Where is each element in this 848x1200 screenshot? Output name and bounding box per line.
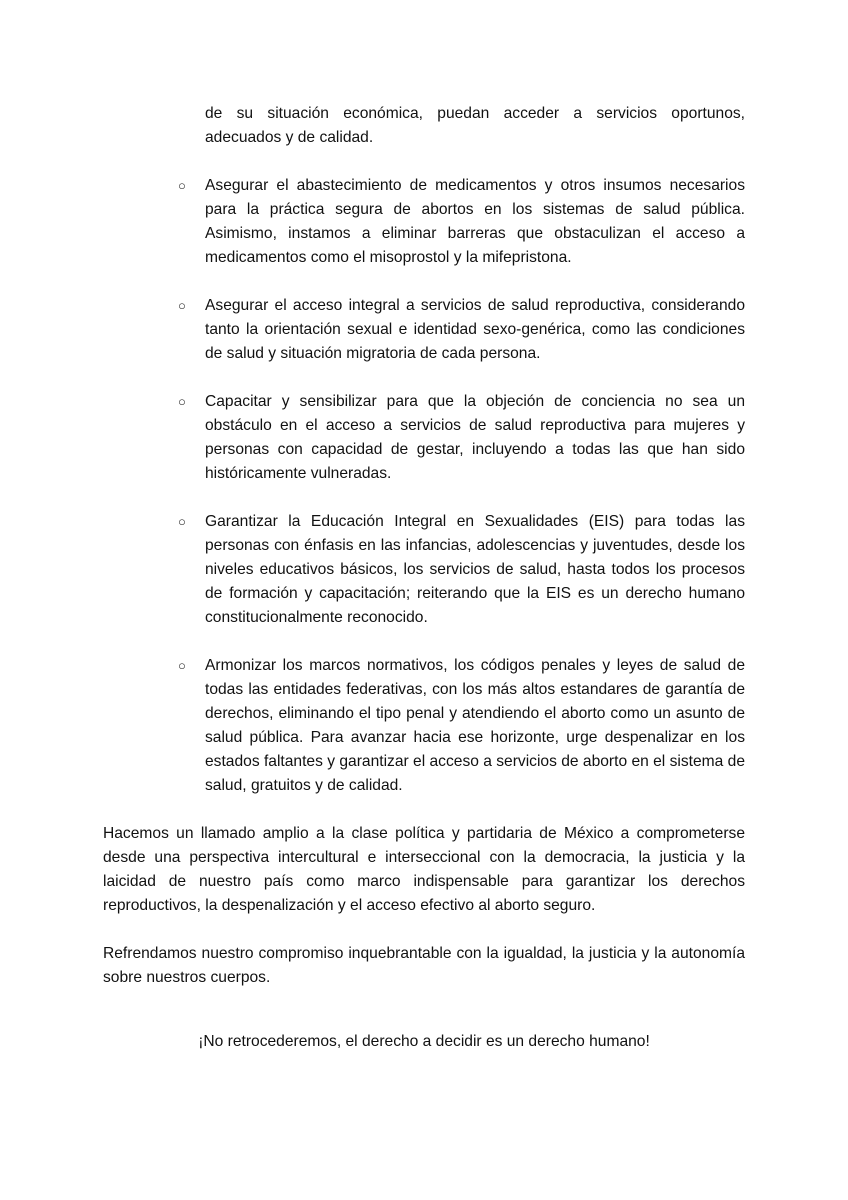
hollow-circle-bullet-icon: ○ bbox=[178, 658, 186, 673]
hollow-circle-bullet-icon: ○ bbox=[178, 514, 186, 529]
list-item-text: Asegurar el acceso integral a servicios de salud reproductiva, considerando tanto la orientación sexual e identidad sexo-genérica, como las condiciones de salud y situación migratoria de cada persona. bbox=[205, 297, 745, 362]
hollow-circle-bullet-icon: ○ bbox=[178, 298, 186, 313]
hollow-circle-bullet-icon: ○ bbox=[178, 178, 186, 193]
list-item-text: Garantizar la Educación Integral en Sexualidades (EIS) para todas las personas con énfasis en las infancias, adolescencias y juventudes, desde los niveles educativos básicos, los servicios de salud, hasta todos los procesos de formación y capacitación; reiterando que la EIS es un derecho humano constitucionalmente reconocido. bbox=[205, 513, 745, 626]
call-to-action-paragraph: Hacemos un llamado amplio a la clase política y partidaria de México a comprometerse desde una perspectiva intercultural e interseccional con la democracia, la justicia y la laicidad de nuestro país como marco indispensable para garantizar los derechos reproductivos, la despenalización y el acceso efectivo al aborto seguro. bbox=[103, 825, 745, 914]
continuation-text: de su situación económica, puedan acceder a servicios oportunos, adecuados y de calidad. bbox=[205, 105, 745, 146]
list-item-text: Armonizar los marcos normativos, los códigos penales y leyes de salud de todas las entidades federativas, con los más altos estandares de garantía de derechos, eliminando el tipo penal y atendiendo el aborto como un asunto de salud pública. Para avanzar hacia ese horizonte, urge despenalizar en los estados faltantes y garantizar el acceso a servicios de aborto en el sistema de salud, gratuitos y de calidad. bbox=[205, 657, 746, 794]
list-item-text: Capacitar y sensibilizar para que la objeción de conciencia no sea un obstáculo en el acceso a servicios de salud reproductiva para mujeres y personas con capacidad de gestar, incluyendo a todas las que han sido históricamente vulneradas. bbox=[205, 393, 745, 482]
commitment-paragraph: Refrendamos nuestro compromiso inquebrantable con la igualdad, la justicia y la autonomía sobre nuestros cuerpos. bbox=[103, 945, 745, 986]
hollow-circle-bullet-icon: ○ bbox=[178, 394, 186, 409]
closing-statement: ¡No retrocederemos, el derecho a decidir es un derecho humano! bbox=[198, 1032, 650, 1050]
list-item-text: Asegurar el abastecimiento de medicamentos y otros insumos necesarios para la práctica segura de abortos en los sistemas de salud pública. Asimismo, instamos a eliminar barreras que obstaculizan el acceso a medicamentos como el misoprostol y la mifepristona. bbox=[205, 177, 745, 266]
